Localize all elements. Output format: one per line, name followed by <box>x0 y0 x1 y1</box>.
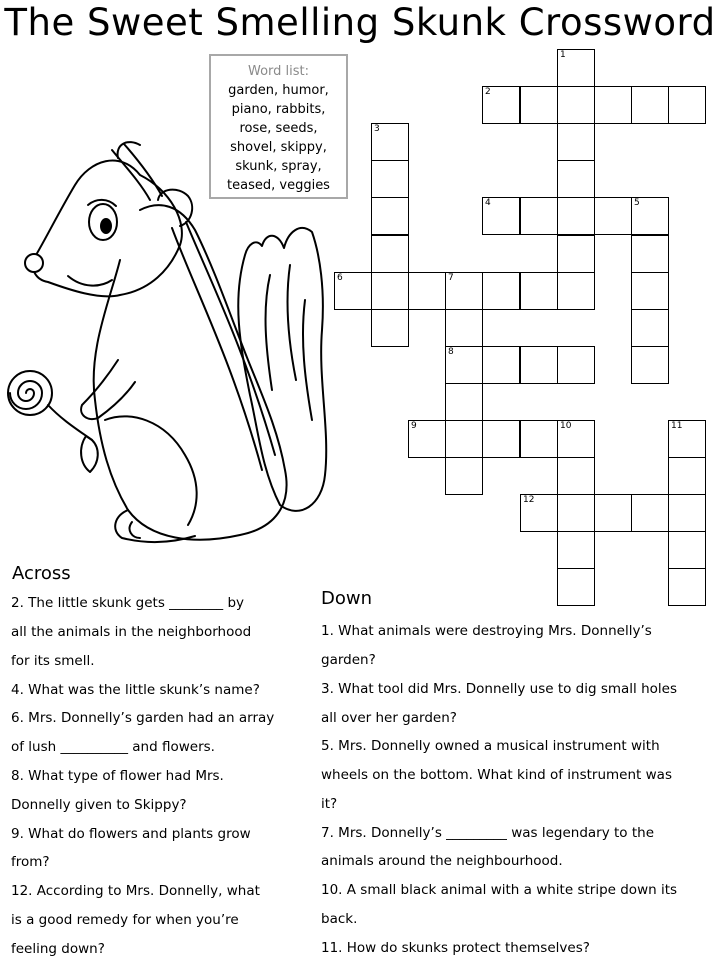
crossword-cell[interactable] <box>668 457 706 495</box>
crossword-cell[interactable] <box>557 457 595 495</box>
crossword-cell[interactable] <box>482 420 520 458</box>
down-clue-line: back. <box>321 911 358 927</box>
crossword-cell[interactable] <box>668 420 706 458</box>
down-clue-line: 10. A small black animal with a white stripe down its <box>321 882 678 898</box>
crossword-cell[interactable] <box>631 197 669 235</box>
crossword-cell[interactable] <box>371 235 409 273</box>
word-list-line: skunk, spray, <box>235 159 322 174</box>
crossword-cell[interactable] <box>557 86 595 124</box>
crossword-cell[interactable] <box>668 568 706 606</box>
clue-number: 10 <box>560 421 572 431</box>
crossword-cell[interactable] <box>631 346 669 384</box>
crossword-cell[interactable] <box>445 420 483 458</box>
crossword-cell[interactable] <box>520 86 558 124</box>
clue-number: 9 <box>411 421 417 431</box>
crossword-cell[interactable] <box>445 309 483 347</box>
down-clue-line: 11. How do skunks protect themselves? <box>321 940 590 956</box>
across-clue-line: from? <box>11 854 50 870</box>
crossword-cell[interactable] <box>631 272 669 310</box>
across-clue-line: 2. The little skunk gets ________ by <box>11 595 245 611</box>
across-clue-line: 6. Mrs. Donnelly’s garden had an array <box>11 710 275 726</box>
crossword-cell[interactable] <box>445 272 483 310</box>
across-clue-line: 8. What type of flower had Mrs. <box>11 768 224 784</box>
crossword-cell[interactable] <box>520 346 558 384</box>
word-list-line: piano, rabbits, <box>231 102 326 117</box>
down-clue-line: 1. What animals were destroying Mrs. Donnelly’s <box>321 623 652 639</box>
down-clue-line: 5. Mrs. Donnelly owned a musical instrument with <box>321 738 660 754</box>
clue-number: 5 <box>634 198 640 208</box>
crossword-cell[interactable] <box>557 420 595 458</box>
crossword-cell[interactable] <box>520 272 558 310</box>
crossword-cell[interactable] <box>520 420 558 458</box>
skunk-mouth <box>68 276 112 286</box>
across-clue-line: all the animals in the neighborhood <box>11 624 252 640</box>
crossword-cell[interactable] <box>520 494 558 532</box>
across-clue-line: feeling down? <box>11 941 105 957</box>
crossword-cell[interactable] <box>631 494 669 532</box>
down-clue-line: wheels on the bottom. What kind of instrument was <box>321 767 672 783</box>
skunk-arm <box>81 360 135 419</box>
crossword-cell[interactable] <box>482 272 520 310</box>
down-clue-line: it? <box>321 796 338 812</box>
crossword-cell[interactable] <box>631 86 669 124</box>
crossword-cell[interactable] <box>557 49 595 87</box>
across-clue-line: Donnelly given to Skippy? <box>11 797 187 813</box>
skunk-nose <box>25 254 43 272</box>
clue-number: 4 <box>485 198 491 208</box>
word-list-line: garden, humor, <box>228 83 329 98</box>
crossword-cell[interactable] <box>631 309 669 347</box>
crossword-cell[interactable] <box>371 309 409 347</box>
crossword-cell[interactable] <box>668 531 706 569</box>
crossword-cell[interactable] <box>668 494 706 532</box>
crossword-cell[interactable] <box>594 494 632 532</box>
crossword-cell[interactable] <box>371 272 409 310</box>
crossword-cell[interactable] <box>631 235 669 273</box>
crossword-cell[interactable] <box>445 457 483 495</box>
crossword-cell[interactable] <box>408 420 446 458</box>
crossword-cell[interactable] <box>557 494 595 532</box>
down-clue-line: 3. What tool did Mrs. Donnelly use to dig small holes <box>321 681 678 697</box>
crossword-cell[interactable] <box>557 346 595 384</box>
across-clue-line: of lush __________ and flowers. <box>11 739 215 755</box>
skunk-eyebrow <box>88 200 116 206</box>
skunk-stripe <box>172 222 275 470</box>
across-clue-line: is a good remedy for when you’re <box>11 912 239 928</box>
word-list-title: Word list: <box>247 64 310 79</box>
skunk-foot <box>130 522 140 538</box>
clue-number: 2 <box>485 87 491 97</box>
down-clue-line: garden? <box>321 652 376 668</box>
skunk-foot <box>115 510 195 542</box>
crossword-cell[interactable] <box>557 531 595 569</box>
word-list-line: shovel, skippy, <box>230 140 327 155</box>
crossword-cell[interactable] <box>557 123 595 161</box>
clue-number: 6 <box>337 273 343 283</box>
down-clue-line: animals around the neighbourhood. <box>321 853 563 869</box>
across-clue-line: 4. What was the little skunk’s name? <box>11 682 260 698</box>
crossword-cell[interactable] <box>557 568 595 606</box>
clue-number: 7 <box>448 273 454 283</box>
crossword-cell[interactable] <box>334 272 372 310</box>
flower-leaf <box>81 436 98 472</box>
word-list-line: teased, veggies <box>227 178 330 193</box>
crossword-cell[interactable] <box>482 197 520 235</box>
crossword-cell[interactable] <box>371 160 409 198</box>
across-heading: Across <box>12 563 71 584</box>
across-clue-line: 9. What do flowers and plants grow <box>11 826 251 842</box>
down-clue-line: 7. Mrs. Donnelly’s _________ was legendary to the <box>321 825 655 841</box>
clue-number: 3 <box>374 124 380 134</box>
word-list-line: rose, seeds, <box>239 121 318 136</box>
crossword-cell[interactable] <box>557 197 595 235</box>
crossword-cell[interactable] <box>445 346 483 384</box>
skunk-illustration <box>0 120 340 550</box>
crossword-cell[interactable] <box>557 272 595 310</box>
crossword-cell[interactable] <box>445 383 483 421</box>
crossword-cell[interactable] <box>668 86 706 124</box>
flower-stem <box>48 405 92 440</box>
crossword-cell[interactable] <box>408 272 446 310</box>
crossword-cell[interactable] <box>557 160 595 198</box>
crossword-cell[interactable] <box>594 197 632 235</box>
skunk-tail-fur <box>266 265 312 420</box>
clue-number: 8 <box>448 347 454 357</box>
skunk-pupil <box>101 219 111 233</box>
down-clue-line: all over her garden? <box>321 710 457 726</box>
crossword-cell[interactable] <box>520 197 558 235</box>
crossword-cell[interactable] <box>482 86 520 124</box>
skunk-belly <box>105 416 197 525</box>
crossword-cell[interactable] <box>371 123 409 161</box>
crossword-cell[interactable] <box>557 235 595 273</box>
clue-number: 11 <box>671 421 683 431</box>
page-title: The Sweet Smelling Skunk Crossword <box>4 1 716 44</box>
down-heading: Down <box>321 588 373 609</box>
crossword-cell[interactable] <box>482 346 520 384</box>
skunk-body <box>94 205 287 540</box>
crossword-cell[interactable] <box>594 86 632 124</box>
across-clue-line: 12. According to Mrs. Donnelly, what <box>11 883 260 899</box>
across-clue-line: for its smell. <box>11 653 95 669</box>
clue-number: 1 <box>560 50 566 60</box>
crossword-cell[interactable] <box>371 197 409 235</box>
clue-number: 12 <box>523 495 535 505</box>
